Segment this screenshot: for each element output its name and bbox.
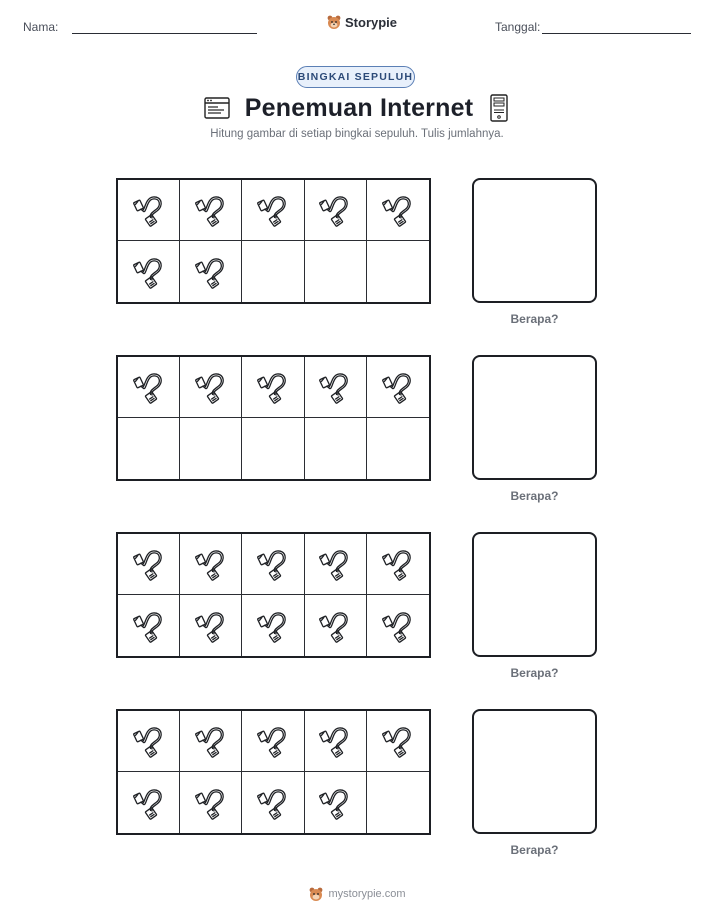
ethernet-cable-icon bbox=[131, 369, 167, 405]
frame-cell bbox=[118, 180, 180, 241]
server-tower-icon bbox=[487, 93, 511, 123]
frame-cell bbox=[367, 418, 429, 479]
ethernet-cable-icon bbox=[255, 546, 291, 582]
browser-window-icon bbox=[203, 94, 231, 122]
frame-cell bbox=[305, 357, 367, 418]
frame-cell bbox=[180, 180, 242, 241]
answer-label: Berapa? bbox=[510, 489, 559, 503]
ethernet-cable-icon bbox=[255, 192, 291, 228]
category-badge: BINGKAI SEPULUH bbox=[296, 66, 415, 88]
brand-name: Storypie bbox=[345, 14, 398, 30]
frame-cell bbox=[242, 357, 304, 418]
frame-cell bbox=[180, 711, 242, 772]
frame-cell bbox=[367, 772, 429, 833]
ethernet-cable-icon bbox=[131, 254, 167, 290]
ethernet-cable-icon bbox=[317, 369, 353, 405]
frame-cell bbox=[180, 772, 242, 833]
answer-label: Berapa? bbox=[510, 843, 559, 857]
frame-cell bbox=[242, 534, 304, 595]
storypie-mascot-icon bbox=[308, 886, 324, 902]
ethernet-cable-icon bbox=[317, 192, 353, 228]
frame-cell bbox=[305, 180, 367, 241]
name-label: Nama: bbox=[23, 20, 59, 34]
ethernet-cable-icon bbox=[380, 192, 416, 228]
ethernet-cable-icon bbox=[380, 369, 416, 405]
frame-cell bbox=[367, 534, 429, 595]
frame-cell bbox=[118, 772, 180, 833]
frame-cell bbox=[118, 534, 180, 595]
frame-cell bbox=[118, 595, 180, 656]
ten-frame bbox=[116, 532, 431, 658]
frame-cell bbox=[118, 418, 180, 479]
frame-cell bbox=[305, 534, 367, 595]
ethernet-cable-icon bbox=[255, 785, 291, 821]
date-label: Tanggal: bbox=[495, 20, 541, 34]
frame-cell bbox=[180, 595, 242, 656]
frame-cell bbox=[118, 241, 180, 302]
name-field[interactable] bbox=[72, 33, 257, 34]
ethernet-cable-icon bbox=[193, 608, 229, 644]
ethernet-cable-icon bbox=[193, 369, 229, 405]
ethernet-cable-icon bbox=[380, 546, 416, 582]
frame-cell bbox=[305, 241, 367, 302]
frame-cell bbox=[242, 595, 304, 656]
frame-cell bbox=[180, 357, 242, 418]
frame-cell bbox=[367, 180, 429, 241]
frame-cell bbox=[367, 595, 429, 656]
ethernet-cable-icon bbox=[317, 723, 353, 759]
ethernet-cable-icon bbox=[131, 192, 167, 228]
frame-cell bbox=[118, 711, 180, 772]
frame-cell bbox=[367, 357, 429, 418]
ethernet-cable-icon bbox=[131, 546, 167, 582]
ethernet-cable-icon bbox=[255, 369, 291, 405]
answer-box[interactable] bbox=[472, 178, 597, 303]
date-field[interactable] bbox=[542, 33, 691, 34]
ethernet-cable-icon bbox=[131, 785, 167, 821]
ethernet-cable-icon bbox=[255, 608, 291, 644]
frame-cell bbox=[118, 357, 180, 418]
footer-url: mystorypie.com bbox=[328, 888, 406, 900]
frame-cell bbox=[180, 534, 242, 595]
ten-frame bbox=[116, 709, 431, 835]
ethernet-cable-icon bbox=[193, 785, 229, 821]
ten-frame bbox=[116, 355, 431, 481]
frame-cell bbox=[367, 711, 429, 772]
ethernet-cable-icon bbox=[317, 608, 353, 644]
answer-box[interactable] bbox=[472, 532, 597, 657]
ethernet-cable-icon bbox=[193, 192, 229, 228]
ethernet-cable-icon bbox=[255, 723, 291, 759]
ethernet-cable-icon bbox=[193, 254, 229, 290]
ethernet-cable-icon bbox=[317, 546, 353, 582]
frame-cell bbox=[242, 180, 304, 241]
answer-label: Berapa? bbox=[510, 666, 559, 680]
ethernet-cable-icon bbox=[380, 723, 416, 759]
title-row bbox=[0, 92, 714, 124]
answer-label: Berapa? bbox=[510, 312, 559, 326]
frame-cell bbox=[242, 241, 304, 302]
frame-cell bbox=[180, 418, 242, 479]
answer-box[interactable] bbox=[472, 355, 597, 480]
ethernet-cable-icon bbox=[131, 723, 167, 759]
ethernet-cable-icon bbox=[131, 608, 167, 644]
storypie-mascot-icon bbox=[326, 14, 342, 30]
page-title: Penemuan Internet bbox=[244, 93, 474, 122]
ethernet-cable-icon bbox=[193, 546, 229, 582]
ethernet-cable-icon bbox=[317, 785, 353, 821]
brand-logo bbox=[326, 13, 397, 31]
answer-box[interactable] bbox=[472, 709, 597, 834]
frame-cell bbox=[305, 418, 367, 479]
ten-frame bbox=[116, 178, 431, 304]
footer bbox=[0, 884, 714, 904]
frame-cell bbox=[367, 241, 429, 302]
frame-cell bbox=[305, 711, 367, 772]
ethernet-cable-icon bbox=[193, 723, 229, 759]
frame-cell bbox=[242, 711, 304, 772]
frame-cell bbox=[242, 772, 304, 833]
frame-cell bbox=[305, 772, 367, 833]
frame-cell bbox=[305, 595, 367, 656]
instructions: Hitung gambar di setiap bingkai sepuluh. Tulis jumlahnya. bbox=[210, 128, 504, 140]
frame-cell bbox=[242, 418, 304, 479]
ethernet-cable-icon bbox=[380, 608, 416, 644]
frame-cell bbox=[180, 241, 242, 302]
